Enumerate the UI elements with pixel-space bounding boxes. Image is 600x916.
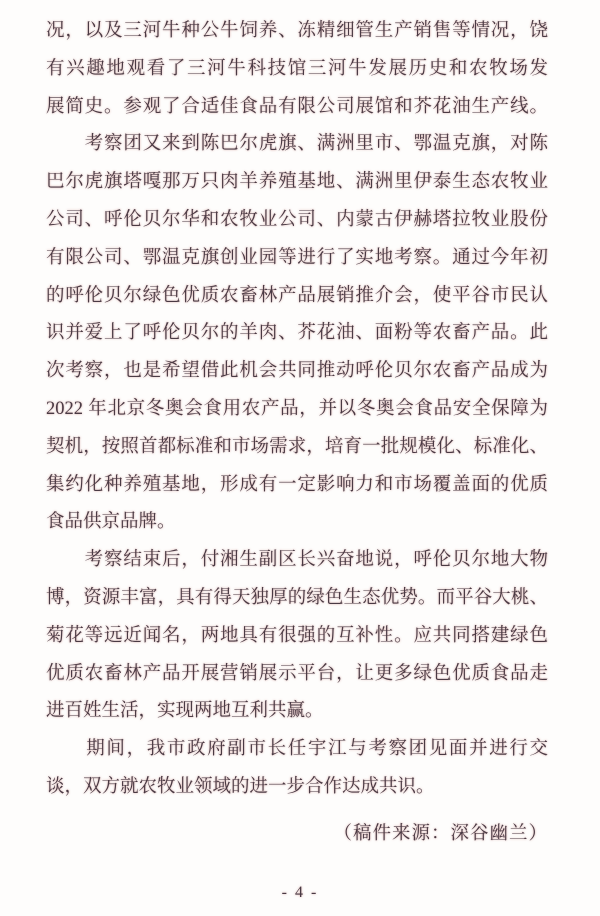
text-line: 博，资源丰富，具有得天独厚的绿色生态优势。而平谷大桃、 bbox=[46, 587, 548, 608]
text-line: 2022 年北京冬奥会食用农产品，并以冬奥会食品安全保障为 bbox=[46, 398, 548, 419]
text-line: 进百姓生活，实现两地互利共赢。 bbox=[46, 701, 324, 722]
text-line: 况，以及三河牛种公牛饲养、冻精细管生产销售等情况，饶 bbox=[46, 21, 548, 41]
text-line: 考察团又来到陈巴尔虎旗、满洲里市、鄂温克旗，对陈 bbox=[46, 134, 548, 155]
text-line: 食品供京品牌。 bbox=[46, 512, 176, 533]
text-line: 契机，按照首都标准和市场需求，培育一批规模化、标准化、 bbox=[46, 436, 548, 457]
text-line: 有兴趣地观看了三河牛科技馆三河牛发展历史和农牧场发 bbox=[46, 58, 548, 79]
document-body bbox=[46, 13, 548, 854]
text-line: 菊花等远近闻名，两地具有很强的互补性。应共同搭建绿色 bbox=[46, 625, 548, 646]
text-line: 巴尔虎旗塔嘎那万只肉羊养殖基地、满洲里伊泰生态农牧业 bbox=[46, 172, 548, 193]
text-line: 公司、呼伦贝尔华和农牧业公司、内蒙古伊赫塔拉牧业股份 bbox=[46, 209, 548, 230]
text-line: 期间，我市政府副市长任宇江与考察团见面并进行交 bbox=[46, 739, 548, 760]
text-line: 展简史。参观了合适佳食品有限公司展馆和芥花油生产线。 bbox=[46, 96, 548, 117]
text-line: 有限公司、鄂温克旗创业园等进行了实地考察。通过今年初 bbox=[46, 247, 548, 268]
text-line: 集约化种养殖基地，形成有一定影响力和市场覆盖面的优质 bbox=[46, 474, 548, 495]
page-number: - 4 - bbox=[281, 884, 319, 901]
text-line: 的呼伦贝尔绿色优质农畜林产品展销推介会，使平谷市民认 bbox=[46, 285, 548, 306]
text-line: 优质农畜林产品开展营销展示平台，让更多绿色优质食品走 bbox=[46, 663, 548, 684]
text-line: 谈，双方就农牧业领域的进一步合作达成共识。 bbox=[46, 776, 435, 797]
text-line: 识并爱上了呼伦贝尔的羊肉、芥花油、面粉等农畜产品。此 bbox=[46, 323, 548, 344]
text-line: 考察结束后，付湘生副区长兴奋地说，呼伦贝尔地大物 bbox=[46, 550, 548, 571]
text-line: 次考察，也是希望借此机会共同推动呼伦贝尔农畜产品成为 bbox=[46, 361, 548, 382]
source-credit-line: （稿件来源：深谷幽兰） bbox=[333, 823, 548, 844]
